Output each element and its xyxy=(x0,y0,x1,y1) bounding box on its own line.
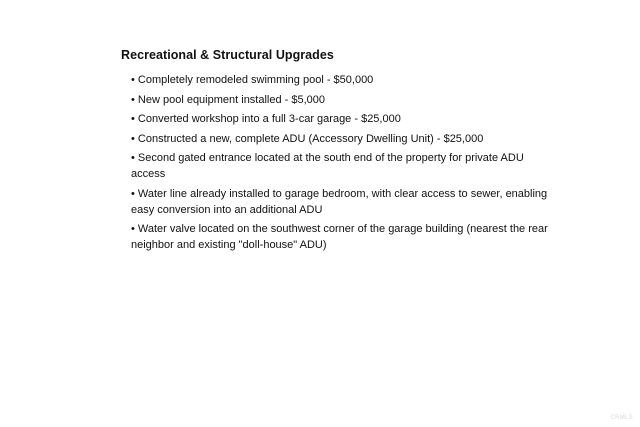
upgrades-list xyxy=(131,72,551,257)
list-item: • Water line already installed to garage bedroom, with clear access to sewer, enabling easy conversion into an additional ADU xyxy=(131,187,548,216)
list-item: • Water valve located on the southwest corner of the garage building (nearest the rear neighbor and existing "doll-house" ADU) xyxy=(131,223,548,251)
list-item: • Completely remodeled swimming pool - $50,000 xyxy=(131,74,374,86)
list-item: • Converted workshop into a full 3-car garage - $25,000 xyxy=(131,113,401,125)
watermark: CRMLS xyxy=(610,415,633,421)
list-item: • Constructed a new, complete ADU (Accessory Dwelling Unit) - $25,000 xyxy=(131,132,484,145)
section-heading: Recreational & Structural Upgrades xyxy=(121,48,334,62)
list-item: • New pool equipment installed - $5,000 xyxy=(131,93,326,106)
list-item: • Second gated entrance located at the south end of the property for private ADU access xyxy=(131,152,524,180)
